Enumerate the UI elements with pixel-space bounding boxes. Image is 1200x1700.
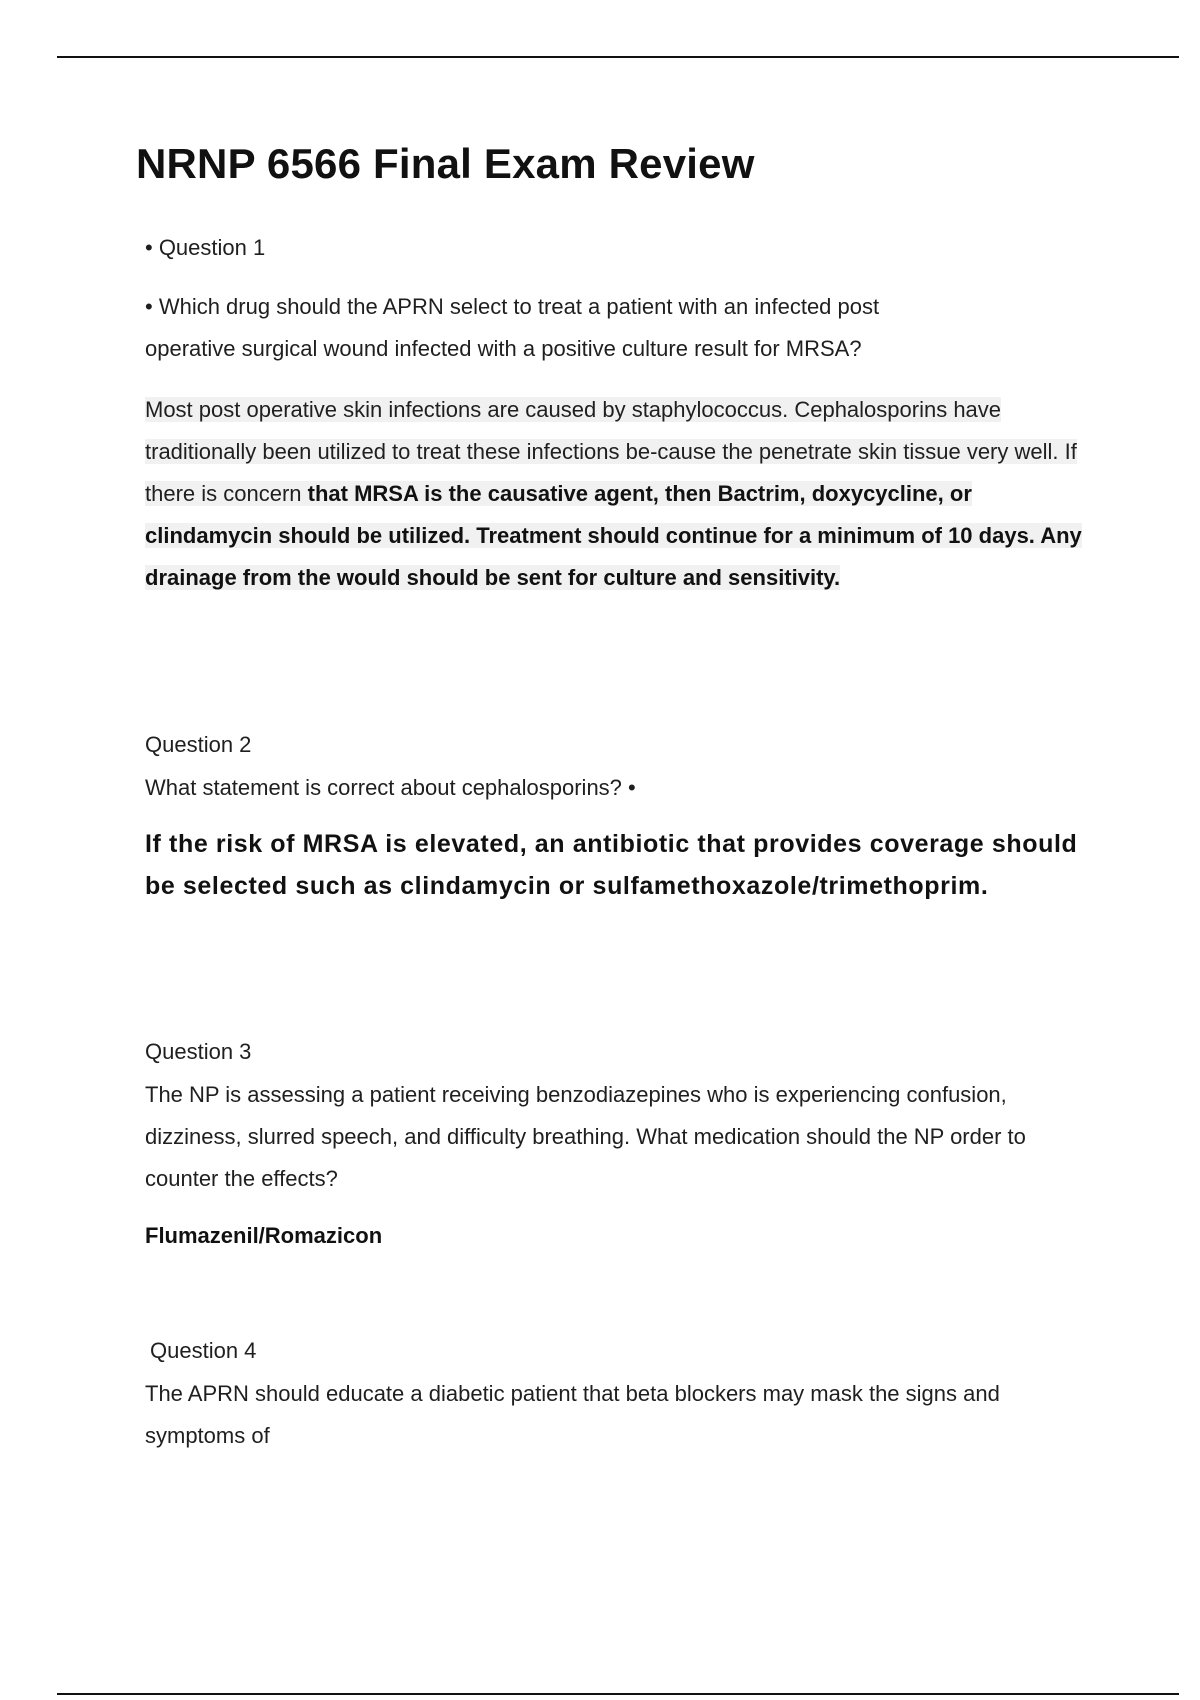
question-1-answer-bold: that MRSA is the causative agent, then Bactrim, doxycycline, or clindamycin should be utilized. Treatment should continue for a minimum of 10 days. Any drainage from the would should be sent for culture and sensitivity. — [145, 481, 1082, 590]
question-2-answer: If the risk of MRSA is elevated, an antibiotic that provides coverage should be selected such as clindamycin or sulfamethoxazole/trimethoprim. — [145, 830, 1078, 900]
page-title: NRNP 6566 Final Exam Review — [136, 140, 755, 187]
question-3-label: Question 3 — [145, 1039, 252, 1064]
question-3-text: The NP is assessing a patient receiving benzodiazepines who is experiencing confusion, dizziness, slurred speech, and difficulty breathing. What medication should the NP order to counter the effects? — [145, 1082, 1026, 1191]
question-1-text-line-1: • Which drug should the APRN select to treat a patient with an infected post — [145, 294, 880, 319]
question-3-answer: Flumazenil/Romazicon — [145, 1223, 383, 1248]
top-divider — [57, 56, 1179, 58]
question-4-text: The APRN should educate a diabetic patient that beta blockers may mask the signs and symptoms of — [145, 1381, 1000, 1448]
bottom-divider — [57, 1693, 1179, 1695]
question-1-answer-normal: Most post operative skin infections are caused by staphylococcus. Cephalosporins have traditionally been utilized to treat these infections be-cause the penetrate skin tissue very well. If there is concern — [145, 397, 1077, 506]
question-1-answer — [145, 389, 1085, 599]
question-1-label: • Question 1 — [145, 235, 266, 260]
question-2-label: Question 2 — [145, 732, 252, 757]
question-2-text: What statement is correct about cephalosporins? • — [145, 775, 636, 800]
question-4-label: Question 4 — [150, 1338, 257, 1363]
question-1-text-line-2: operative surgical wound infected with a positive culture result for MRSA? — [145, 336, 862, 361]
